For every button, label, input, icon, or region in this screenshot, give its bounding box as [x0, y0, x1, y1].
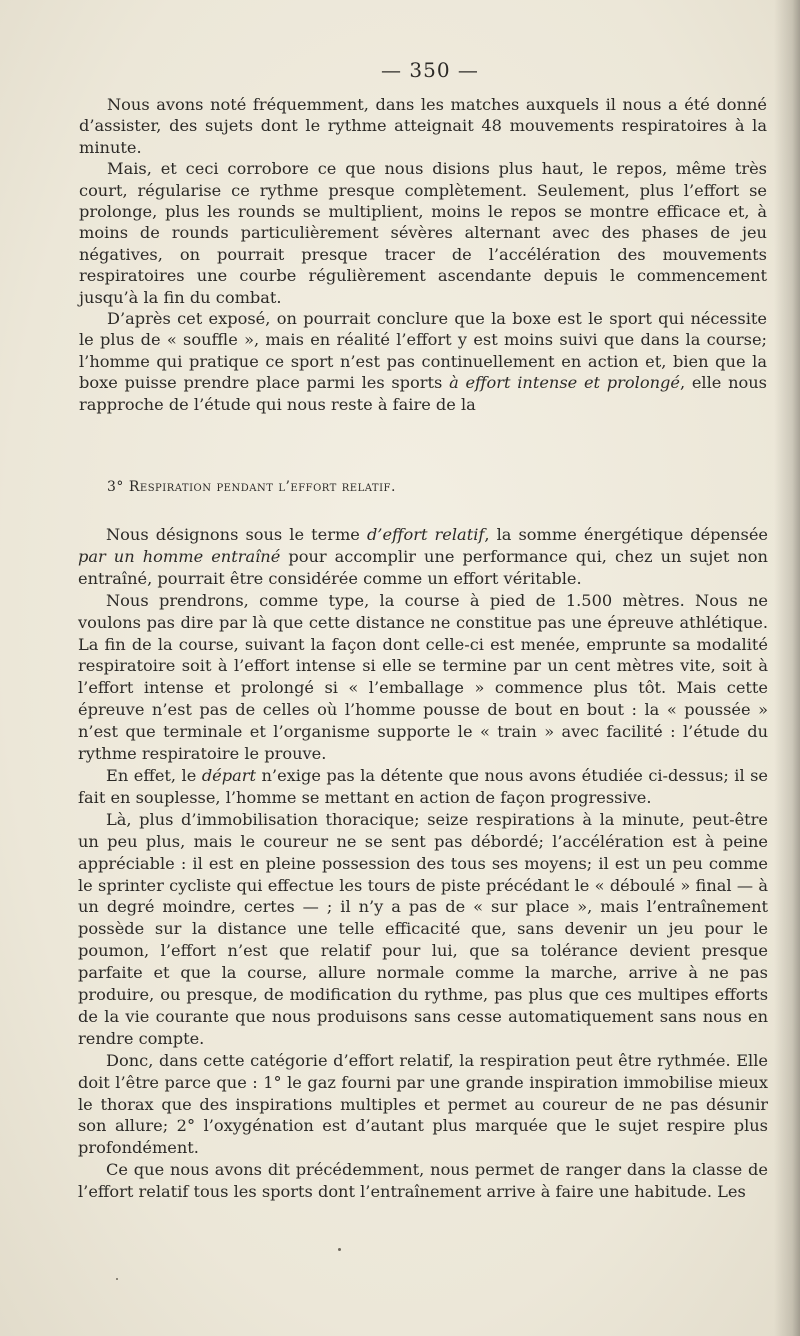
text-run: En effet, le — [106, 765, 202, 785]
paragraph — [78, 1159, 768, 1203]
text-run: Là, plus d’immobilisation thoracique; seize respirations à la minute, peut-être un peu plus, mais le coureur ne se sent pas débordé; l’accélération est à peine appréciable : il est en pleine possession des tous ses moyens; il est un peu comme le sprinter cycliste qui effectue les tours de piste précédant le « déboulé » final — à un degré moindre, certes — ; il n’y a pas de « sur place », mais l’entraînement possède sur la distance une telle efficacité que, sans devenir un jeu pour le poumon, l’effort n’est que relatif pour lui, que sa tolérance devient presque parfaite et que la course, allure normale comme la marche, arrive à ne pas produire, ou presque, de modification du rythme, pas plus que ces multipes efforts de la vie courante que nous produisons sans cesse automatiquement sans nous en rendre compte. — [78, 809, 768, 1048]
text-run: Nous prendrons, comme type, la course à pied de 1.500 mètres. Nous ne voulons pas dire par là que cette distance ne constitue pas une épreuve athlétique. La fin de la course, suivant la façon dont celle-ci est menée, emprunte sa modalité respiratoire soit à l’effort intense si elle se termine par un cent mètres vite, soit à l’effort intense et prolongé si « l’emballage » commence plus tôt. Mais cette épreuve n’est pas de celles où l’homme pousse de bout en bout : la « poussée » n’est que terminale et l’organisme supporte le « train » avec facilité : l’étude du rythme respiratoire le prouve. — [78, 590, 768, 764]
paragraph — [78, 524, 768, 590]
text-run: , la somme énergétique dépensée — [484, 525, 769, 544]
page-number: — 350 — — [381, 58, 479, 82]
paragraph — [78, 765, 768, 809]
italic-phrase: départ — [201, 765, 257, 785]
text-run: Nous désignons sous le terme — [106, 525, 367, 544]
paragraph — [78, 1050, 768, 1160]
text-run: Nous avons noté fréquemment, dans les matches auxquels il nous a été donné d’assister, des sujets dont le rythme atteignait 48 mouvements respiratoires à la minute. — [79, 95, 767, 157]
paper-speck — [338, 1248, 341, 1251]
paragraph — [79, 94, 767, 158]
body-text-bottom — [78, 524, 768, 1203]
italic-phrase: à effort intense et prolongé — [449, 373, 680, 393]
page-edge-shadow — [774, 0, 800, 1336]
paragraph — [79, 308, 767, 415]
paragraph — [78, 590, 768, 765]
paper-speck — [116, 1278, 118, 1280]
text-run: Mais, et ceci corrobore ce que nous disions plus haut, le repos, même très court, régularise ce rythme presque complètement. Seulement, plus l’effort se prolonge, plus les rounds se multiplient, moins le repos se montre efficace et, à moins de rounds particulièrement sévères alternant avec des phases de jeu négatives, on pourrait presque tracer de l’accélération des mouvements respiratoires une courbe régulièrement ascendante depuis le commencement jusqu’à la fin du combat. — [79, 159, 767, 307]
paragraph — [78, 809, 768, 1050]
section-heading: 3° Respiration pendant l’effort relatif. — [107, 479, 396, 495]
text-run: , elle nous rapproche de l’étude qui nous reste à faire de la — [79, 373, 767, 414]
body-text-top — [79, 94, 767, 415]
paragraph — [79, 158, 767, 308]
italic-phrase: par un homme entraîné — [78, 546, 281, 566]
text-run: pour accomplir une performance qui, chez un sujet non entraîné, pourrait être considérée comme un effort véritable. — [78, 546, 768, 588]
text-run: Ce que nous avons dit précédemment, nous permet de ranger dans la classe de l’effort relatif tous les sports dont l’entraînement arrive à faire une habitude. Les — [78, 1160, 768, 1202]
text-run: n’exige pas la détente que nous avons étudiée ci-dessus; il se fait en souplesse, l’homme se mettant en action de façon progressive. — [78, 765, 769, 807]
italic-phrase: d’effort relatif — [366, 525, 485, 544]
text-run: Donc, dans cette catégorie d’effort relatif, la respiration peut être rythmée. Elle doit l’être parce que : 1° le gaz fourni par une grande inspiration immobilise mieux le thorax que des inspirations multiples et permet au coureur de ne pas désunir son allure; 2° l’oxygénation est d’autant plus marquée que le sujet respire plus profondément. — [78, 1050, 768, 1158]
text-run: D’après cet exposé, on pourrait conclure que la boxe est le sport qui nécessite le plus de « souffle », mais en réalité l’effort y est moins suivi que dans la course; l’homme qui pratique ce sport n’est pas continuellement en action et, bien que la boxe puisse prendre place parmi les sports — [79, 309, 767, 393]
